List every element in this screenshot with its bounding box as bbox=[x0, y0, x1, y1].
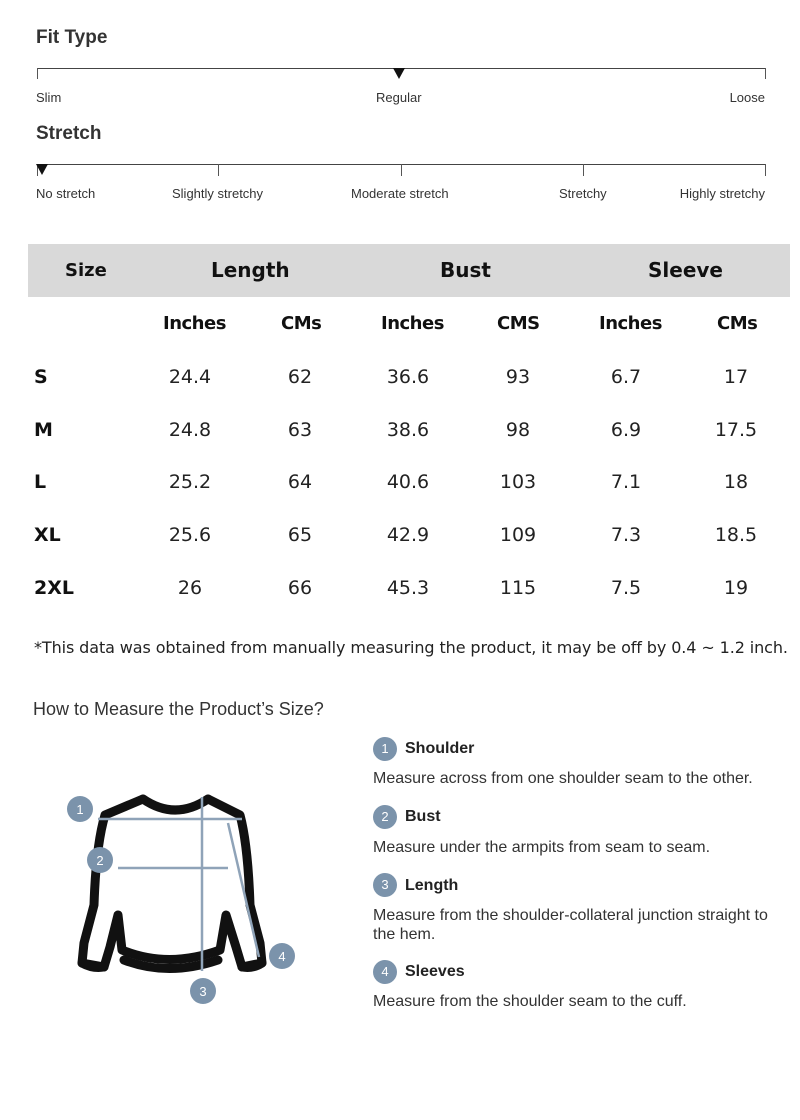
sleeve-cms: 18.5 bbox=[714, 524, 758, 546]
step-title: Length bbox=[405, 877, 459, 894]
stretch-label-high: Highly stretchy bbox=[679, 186, 765, 201]
sleeve-cms: 19 bbox=[723, 577, 749, 599]
bust-cms: 109 bbox=[499, 524, 537, 546]
diagram-badge-3 bbox=[190, 978, 216, 1004]
sweater-outline-icon bbox=[82, 799, 262, 969]
step-description: Measure under the armpits from seam to seam. bbox=[373, 839, 711, 856]
size-label: S bbox=[34, 366, 48, 388]
bust-inches: 36.6 bbox=[386, 366, 430, 388]
length-inches: 25.6 bbox=[168, 524, 212, 546]
size-label: M bbox=[34, 419, 53, 441]
stretch-title: Stretch bbox=[36, 123, 102, 144]
length-cms: 66 bbox=[287, 577, 313, 599]
length-inches: 24.8 bbox=[168, 419, 212, 441]
stretch-label-slight: Slightly stretchy bbox=[172, 186, 264, 201]
sleeve-inches: 7.5 bbox=[610, 577, 642, 599]
unit-bust-inches: Inches bbox=[381, 313, 444, 334]
header-length: Length bbox=[211, 258, 290, 282]
unit-length-cms: CMs bbox=[281, 313, 322, 334]
size-label: 2XL bbox=[34, 577, 74, 599]
header-bust: Bust bbox=[440, 258, 491, 282]
bust-inches: 40.6 bbox=[386, 471, 430, 493]
length-inches: 25.2 bbox=[168, 471, 212, 493]
size-label: XL bbox=[34, 524, 61, 546]
svg-text:1: 1 bbox=[76, 802, 84, 817]
sleeve-inches: 6.9 bbox=[610, 419, 642, 441]
length-cms: 65 bbox=[287, 524, 313, 546]
step-title: Bust bbox=[405, 808, 441, 825]
bust-cms: 115 bbox=[499, 577, 537, 599]
stretch-label-stretchy: Stretchy bbox=[559, 186, 607, 201]
fit-type-title: Fit Type bbox=[36, 27, 108, 48]
fit-label-regular: Regular bbox=[376, 90, 422, 105]
unit-sleeve-inches: Inches bbox=[599, 313, 662, 334]
measurement-note: *This data was obtained from manually measuring the product, it may be off by 0.4 ~ 1.2 inch. bbox=[34, 638, 788, 657]
step-title: Sleeves bbox=[405, 963, 465, 980]
svg-text:2: 2 bbox=[96, 853, 104, 868]
sleeve-cms: 18 bbox=[723, 471, 749, 493]
step-number-badge: 4 bbox=[373, 960, 397, 984]
diagram-badge-4 bbox=[269, 943, 295, 969]
size-label: L bbox=[34, 471, 47, 493]
sleeve-inches: 7.1 bbox=[610, 471, 642, 493]
bust-cms: 98 bbox=[505, 419, 531, 441]
unit-length-inches: Inches bbox=[163, 313, 226, 334]
length-cms: 62 bbox=[287, 366, 313, 388]
fit-label-slim: Slim bbox=[36, 90, 62, 105]
diagram-badge-1 bbox=[67, 796, 93, 822]
sleeve-inches: 7.3 bbox=[610, 524, 642, 546]
stretch-label-moderate: Moderate stretch bbox=[351, 186, 449, 201]
diagram-badge-2 bbox=[87, 847, 113, 873]
step-number-badge: 3 bbox=[373, 873, 397, 897]
bust-inches: 42.9 bbox=[386, 524, 430, 546]
unit-bust-cms: CMS bbox=[497, 313, 540, 334]
svg-text:3: 3 bbox=[199, 984, 207, 999]
step-description: Measure from the shoulder seam to the cuff. bbox=[373, 993, 687, 1010]
fit-type-marker bbox=[393, 68, 405, 79]
length-inches: 24.4 bbox=[168, 366, 212, 388]
stretch-marker bbox=[36, 164, 48, 175]
step-description: Measure from the shoulder-collateral junction straight to the hem. bbox=[373, 907, 768, 943]
unit-sleeve-cms: CMs bbox=[717, 313, 758, 334]
stretch-label-none: No stretch bbox=[36, 186, 96, 201]
length-cms: 63 bbox=[287, 419, 313, 441]
fit-label-loose: Loose bbox=[729, 90, 765, 105]
sleeve-cms: 17 bbox=[723, 366, 749, 388]
bust-cms: 103 bbox=[499, 471, 537, 493]
bust-inches: 45.3 bbox=[386, 577, 430, 599]
length-cms: 64 bbox=[287, 471, 313, 493]
sleeve-inches: 6.7 bbox=[610, 366, 642, 388]
step-title: Shoulder bbox=[405, 740, 475, 757]
bust-inches: 38.6 bbox=[386, 419, 430, 441]
header-sleeve: Sleeve bbox=[648, 258, 723, 282]
sweater-diagram bbox=[60, 785, 310, 1010]
sleeve-cms: 17.5 bbox=[714, 419, 758, 441]
header-size: Size bbox=[65, 260, 107, 281]
step-number-badge: 2 bbox=[373, 805, 397, 829]
length-inches: 26 bbox=[177, 577, 203, 599]
table-header-row bbox=[28, 244, 790, 297]
step-number-badge: 1 bbox=[373, 737, 397, 761]
bust-cms: 93 bbox=[505, 366, 531, 388]
svg-text:4: 4 bbox=[278, 949, 286, 964]
how-to-title: How to Measure the Product’s Size? bbox=[33, 699, 324, 719]
step-description: Measure across from one shoulder seam to the other. bbox=[373, 770, 753, 787]
